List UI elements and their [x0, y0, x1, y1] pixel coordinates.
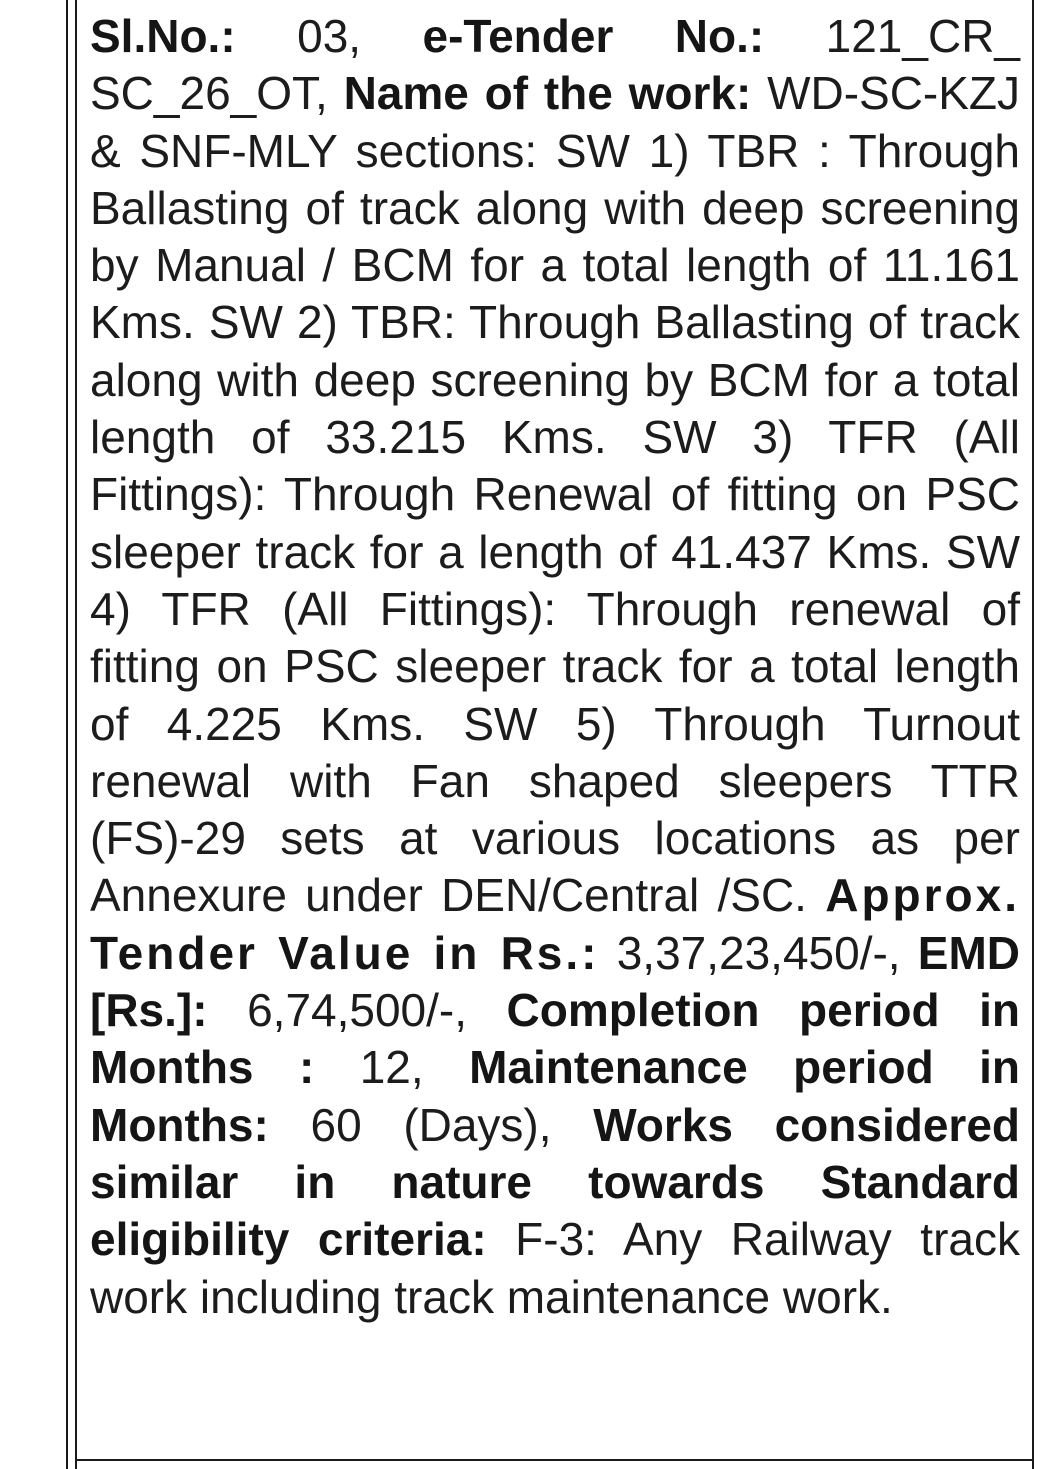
sl-no-value: 03, [297, 10, 362, 62]
maintenance-period-label: Maintenance period in Months: [90, 1041, 1021, 1151]
tender-value-label: Approx. Tender Value in Rs.: [90, 869, 1020, 979]
tender-notice-text [90, 8, 1020, 1326]
border-right [1032, 0, 1034, 1469]
maintenance-period-value: 60 (Days), [310, 1098, 552, 1151]
tender-value: 3,37,23,450/-, [616, 926, 901, 979]
similar-works-label: Works considered similar in nature towards Standard eligibility criteria: [90, 1098, 1021, 1266]
border-outer-left [66, 0, 68, 1469]
work-name-label: Name of the work: [343, 67, 752, 120]
emd-value: 6,74,500/-, [247, 984, 468, 1037]
similar-works-value: F-3: Any Railway track work including track maintenance work. [90, 1213, 1020, 1323]
e-tender-label: e-Tender No.: [422, 10, 765, 62]
sl-no-label: Sl.No.: [90, 10, 236, 62]
e-tender-value: 121_CR_ SC_26_OT, [90, 10, 1020, 120]
completion-period-value: 12, [359, 1041, 424, 1094]
work-name-value: WD-SC-KZJ & SNF-MLY sections: SW 1) TBR : Through Ballasting of track along with deep screening by Manual / BCM for a total length of 11.161 Kms. SW 2) TBR: Through Ballasting of track along with deep screening by BCM for a total length of 33.215 Kms. SW 3) TFR (All Fittings): Through Renewal of fitting on PSC sleeper track for a length of 41.437 Kms. SW 4) TFR (All Fittings): Through renewal of fitting on PSC sleeper track for a total length of 4.225 Kms. SW 5) Through Turnout renewal with Fan shaped sleepers TTR (FS)-29 sets at various locations as per Annexure under DEN/Central /SC. [90, 67, 1021, 922]
emd-label: EMD [Rs.]: [90, 926, 1021, 1037]
completion-period-label: Completion period in Months : [90, 984, 1021, 1094]
border-inner-left [75, 0, 77, 1469]
border-bottom [75, 1459, 1034, 1461]
